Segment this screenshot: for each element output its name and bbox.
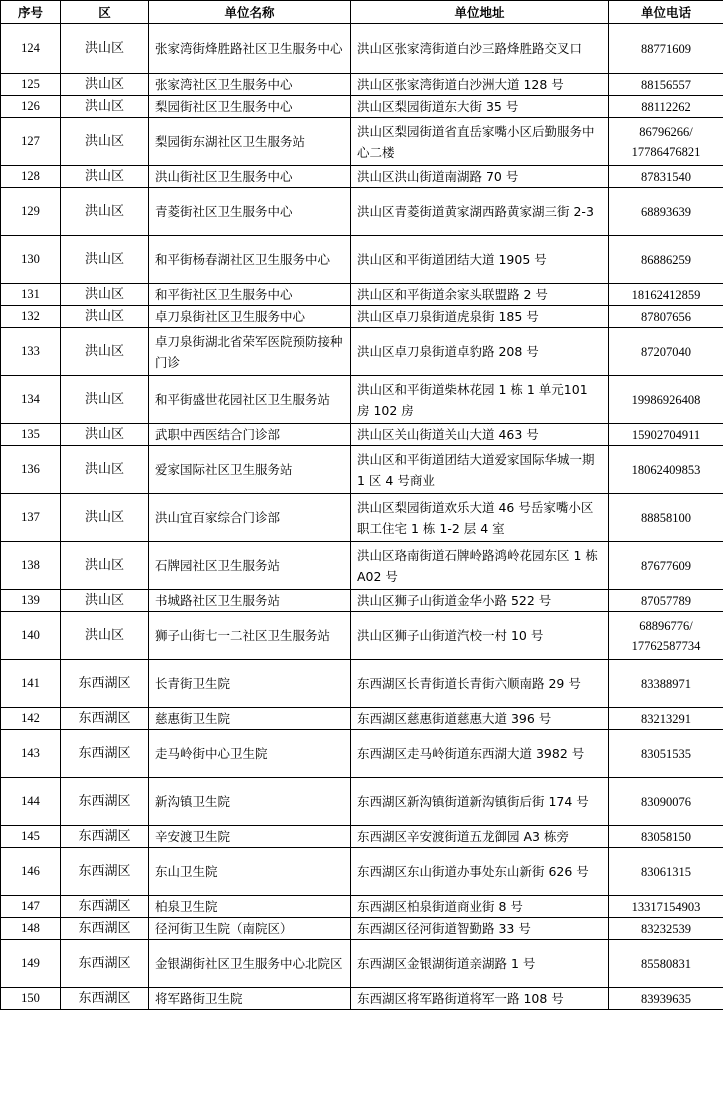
table-row: [1, 24, 723, 74]
row-number: 144: [1, 778, 61, 826]
district-cell: 洪山区: [61, 612, 149, 660]
district-cell: 洪山区: [61, 446, 149, 494]
unit-address-cell: 洪山区和平街道团结大道爱家国际华城一期 1 区 4 号商业: [351, 446, 609, 494]
row-number: 146: [1, 848, 61, 896]
unit-address-cell: 洪山区梨园街道欢乐大道 46 号岳家嘴小区职工住宅 1 栋 1-2 层 4 室: [351, 494, 609, 542]
unit-name-cell: 张家湾社区卫生服务中心: [149, 74, 351, 96]
unit-name-cell: 新沟镇卫生院: [149, 778, 351, 826]
row-number: 150: [1, 988, 61, 1010]
row-number: 135: [1, 424, 61, 446]
header-row: [1, 1, 723, 24]
unit-address-cell: 洪山区狮子山街道金华小路 522 号: [351, 590, 609, 612]
unit-address-cell: 东西湖区走马岭街道东西湖大道 3982 号: [351, 730, 609, 778]
unit-name-cell: 爱家国际社区卫生服务站: [149, 446, 351, 494]
district-cell: 洪山区: [61, 328, 149, 376]
district-cell: 东西湖区: [61, 730, 149, 778]
unit-address-cell: 东西湖区柏泉街道商业街 8 号: [351, 896, 609, 918]
unit-phone-cell: 83213291: [609, 708, 723, 730]
district-cell: 东西湖区: [61, 918, 149, 940]
unit-phone-cell: 83939635: [609, 988, 723, 1010]
district-cell: 东西湖区: [61, 988, 149, 1010]
district-cell: 洪山区: [61, 74, 149, 96]
unit-address-cell: 洪山区梨园街道东大街 35 号: [351, 96, 609, 118]
table-row: [1, 424, 723, 446]
unit-name-cell: 慈惠街卫生院: [149, 708, 351, 730]
unit-name-cell: 金银湖街社区卫生服务中心北院区: [149, 940, 351, 988]
row-number: 147: [1, 896, 61, 918]
row-number: 143: [1, 730, 61, 778]
table-row: [1, 542, 723, 590]
unit-phone-cell: 88858100: [609, 494, 723, 542]
district-cell: 东西湖区: [61, 940, 149, 988]
row-number: 127: [1, 118, 61, 166]
row-number: 137: [1, 494, 61, 542]
unit-address-cell: 东西湖区辛安渡街道五龙御园 A3 栋旁: [351, 826, 609, 848]
table-row: [1, 848, 723, 896]
row-number: 124: [1, 24, 61, 74]
table-row: [1, 590, 723, 612]
unit-phone-cell: 85580831: [609, 940, 723, 988]
district-cell: 东西湖区: [61, 896, 149, 918]
unit-address-cell: 洪山区洪山街道南湖路 70 号: [351, 166, 609, 188]
unit-address-cell: 东西湖区长青街道长青街六顺南路 29 号: [351, 660, 609, 708]
table-row: [1, 96, 723, 118]
row-number: 126: [1, 96, 61, 118]
table-row: [1, 940, 723, 988]
table-row: [1, 918, 723, 940]
district-cell: 洪山区: [61, 24, 149, 74]
unit-phone-cell: 87831540: [609, 166, 723, 188]
unit-name-cell: 东山卫生院: [149, 848, 351, 896]
unit-address-cell: 东西湖区径河街道智勤路 33 号: [351, 918, 609, 940]
row-number: 130: [1, 236, 61, 284]
unit-name-cell: 梨园街社区卫生服务中心: [149, 96, 351, 118]
table-row: [1, 188, 723, 236]
row-number: 131: [1, 284, 61, 306]
unit-phone-cell: 87057789: [609, 590, 723, 612]
table-row: [1, 306, 723, 328]
row-number: 148: [1, 918, 61, 940]
unit-phone-cell: 87677609: [609, 542, 723, 590]
table-row: [1, 896, 723, 918]
unit-name-cell: 和平街杨春湖社区卫生服务中心: [149, 236, 351, 284]
table-row: [1, 826, 723, 848]
unit-phone-cell: 87207040: [609, 328, 723, 376]
row-number: 140: [1, 612, 61, 660]
district-cell: 东西湖区: [61, 848, 149, 896]
unit-name-cell: 洪山街社区卫生服务中心: [149, 166, 351, 188]
unit-name-cell: 走马岭街中心卫生院: [149, 730, 351, 778]
table-row: [1, 236, 723, 284]
unit-phone-cell: 83051535: [609, 730, 723, 778]
header-unit-name: 单位名称: [149, 1, 351, 24]
unit-name-cell: 和平街社区卫生服务中心: [149, 284, 351, 306]
district-cell: 洪山区: [61, 306, 149, 328]
unit-phone-cell: 87807656: [609, 306, 723, 328]
unit-phone-cell: 86886259: [609, 236, 723, 284]
row-number: 134: [1, 376, 61, 424]
district-cell: 洪山区: [61, 494, 149, 542]
table-row: [1, 376, 723, 424]
unit-name-cell: 长青街卫生院: [149, 660, 351, 708]
district-cell: 洪山区: [61, 236, 149, 284]
unit-phone-cell: 88156557: [609, 74, 723, 96]
unit-address-cell: 洪山区珞南街道石牌岭路鸿岭花园东区 1 栋 A02 号: [351, 542, 609, 590]
unit-name-cell: 洪山宜百家综合门诊部: [149, 494, 351, 542]
unit-address-cell: 洪山区卓刀泉街道卓豹路 208 号: [351, 328, 609, 376]
unit-address-cell: 东西湖区慈惠街道慈惠大道 396 号: [351, 708, 609, 730]
row-number: 129: [1, 188, 61, 236]
unit-phone-cell: 68896776/ 17762587734: [609, 612, 723, 660]
unit-name-cell: 柏泉卫生院: [149, 896, 351, 918]
district-cell: 洪山区: [61, 166, 149, 188]
table-row: [1, 118, 723, 166]
header-unit-address: 单位地址: [351, 1, 609, 24]
unit-address-cell: 洪山区张家湾街道白沙三路烽胜路交叉口: [351, 24, 609, 74]
unit-phone-cell: 83232539: [609, 918, 723, 940]
district-cell: 东西湖区: [61, 778, 149, 826]
unit-name-cell: 卓刀泉街社区卫生服务中心: [149, 306, 351, 328]
unit-address-cell: 洪山区关山街道关山大道 463 号: [351, 424, 609, 446]
district-cell: 洪山区: [61, 590, 149, 612]
row-number: 141: [1, 660, 61, 708]
unit-address-cell: 洪山区卓刀泉街道虎泉街 185 号: [351, 306, 609, 328]
header-unit-phone: 单位电话: [609, 1, 723, 24]
unit-phone-cell: 88771609: [609, 24, 723, 74]
unit-phone-cell: 83388971: [609, 660, 723, 708]
unit-name-cell: 武职中西医结合门诊部: [149, 424, 351, 446]
unit-phone-cell: 13317154903: [609, 896, 723, 918]
unit-address-cell: 东西湖区新沟镇街道新沟镇街后街 174 号: [351, 778, 609, 826]
row-number: 136: [1, 446, 61, 494]
unit-name-cell: 径河街卫生院（南院区）: [149, 918, 351, 940]
unit-phone-cell: 15902704911: [609, 424, 723, 446]
unit-address-cell: 洪山区和平街道团结大道 1905 号: [351, 236, 609, 284]
row-number: 149: [1, 940, 61, 988]
unit-phone-cell: 18162412859: [609, 284, 723, 306]
unit-phone-cell: 88112262: [609, 96, 723, 118]
district-cell: 东西湖区: [61, 660, 149, 708]
district-cell: 东西湖区: [61, 708, 149, 730]
row-number: 133: [1, 328, 61, 376]
unit-name-cell: 张家湾街烽胜路社区卫生服务中心: [149, 24, 351, 74]
unit-name-cell: 梨园街东湖社区卫生服务站: [149, 118, 351, 166]
unit-address-cell: 洪山区和平街道余家头联盟路 2 号: [351, 284, 609, 306]
unit-name-cell: 书城路社区卫生服务站: [149, 590, 351, 612]
unit-phone-cell: 18062409853: [609, 446, 723, 494]
row-number: 132: [1, 306, 61, 328]
row-number: 142: [1, 708, 61, 730]
table-row: [1, 494, 723, 542]
unit-name-cell: 青菱街社区卫生服务中心: [149, 188, 351, 236]
unit-address-cell: 东西湖区金银湖街道亲湖路 1 号: [351, 940, 609, 988]
unit-phone-cell: 19986926408: [609, 376, 723, 424]
district-cell: 洪山区: [61, 118, 149, 166]
table-row: [1, 778, 723, 826]
table-row: [1, 166, 723, 188]
unit-phone-cell: 86796266/ 17786476821: [609, 118, 723, 166]
row-number: 145: [1, 826, 61, 848]
header-district: 区: [61, 1, 149, 24]
row-number: 128: [1, 166, 61, 188]
district-cell: 洪山区: [61, 424, 149, 446]
unit-name-cell: 辛安渡卫生院: [149, 826, 351, 848]
row-number: 125: [1, 74, 61, 96]
unit-address-cell: 洪山区和平街道柴林花园 1 栋 1 单元101 房 102 房: [351, 376, 609, 424]
table-row: [1, 446, 723, 494]
district-cell: 洪山区: [61, 376, 149, 424]
district-cell: 洪山区: [61, 542, 149, 590]
table-row: [1, 284, 723, 306]
unit-phone-cell: 83090076: [609, 778, 723, 826]
table-row: [1, 660, 723, 708]
unit-name-cell: 和平街盛世花园社区卫生服务站: [149, 376, 351, 424]
table-row: [1, 74, 723, 96]
unit-address-cell: 洪山区青菱街道黄家湖西路黄家湖三街 2-3: [351, 188, 609, 236]
table-row: [1, 730, 723, 778]
unit-address-cell: 东西湖区东山街道办事处东山新街 626 号: [351, 848, 609, 896]
table-row: [1, 328, 723, 376]
unit-phone-cell: 83061315: [609, 848, 723, 896]
district-cell: 洪山区: [61, 96, 149, 118]
unit-phone-cell: 68893639: [609, 188, 723, 236]
district-cell: 洪山区: [61, 188, 149, 236]
district-cell: 洪山区: [61, 284, 149, 306]
header-seq: 序号: [1, 1, 61, 24]
table-row: [1, 612, 723, 660]
row-number: 139: [1, 590, 61, 612]
unit-phone-cell: 83058150: [609, 826, 723, 848]
row-number: 138: [1, 542, 61, 590]
unit-address-cell: 洪山区张家湾街道白沙洲大道 128 号: [351, 74, 609, 96]
unit-name-cell: 将军路街卫生院: [149, 988, 351, 1010]
unit-name-cell: 石牌园社区卫生服务站: [149, 542, 351, 590]
unit-address-cell: 洪山区梨园街道省直岳家嘴小区后勤服务中心二楼: [351, 118, 609, 166]
unit-address-cell: 洪山区狮子山街道汽校一村 10 号: [351, 612, 609, 660]
district-cell: 东西湖区: [61, 826, 149, 848]
unit-name-cell: 卓刀泉街湖北省荣军医院预防接种门诊: [149, 328, 351, 376]
table-row: [1, 708, 723, 730]
table-row: [1, 988, 723, 1010]
unit-address-cell: 东西湖区将军路街道将军一路 108 号: [351, 988, 609, 1010]
unit-name-cell: 狮子山街七一二社区卫生服务站: [149, 612, 351, 660]
